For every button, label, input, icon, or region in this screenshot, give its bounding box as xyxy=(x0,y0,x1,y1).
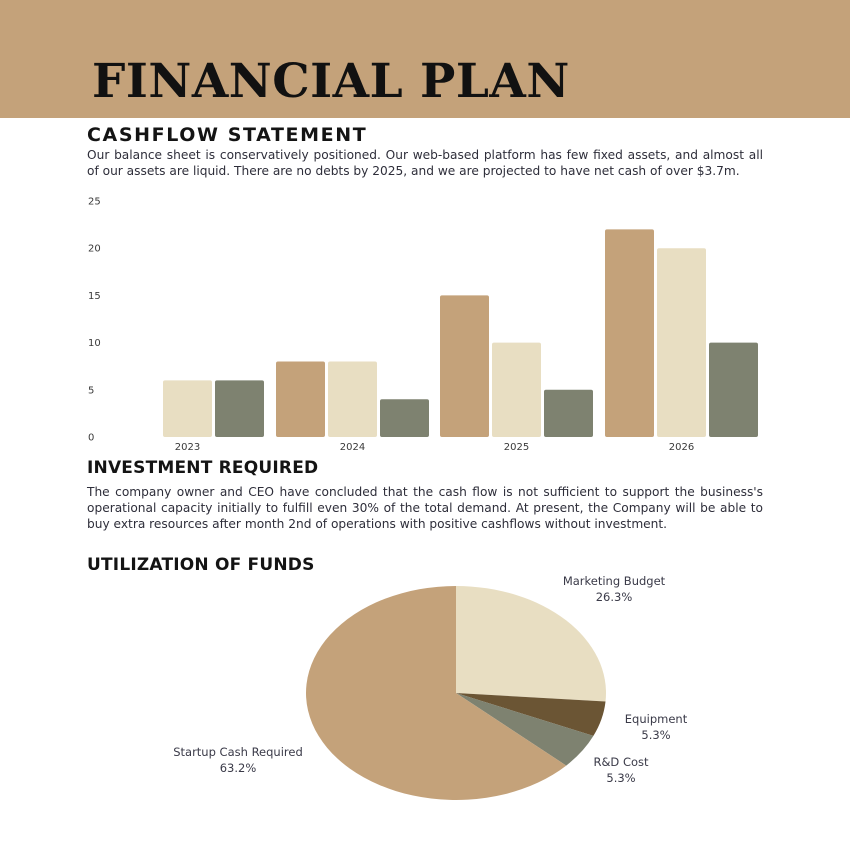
pie-label-name: Startup Cash Required xyxy=(173,745,303,759)
y-tick-label: 15 xyxy=(88,290,101,302)
cashflow-heading: CASHFLOW STATEMENT xyxy=(87,124,368,146)
y-tick-label: 0 xyxy=(88,432,95,444)
pie-label-percent: 63.2% xyxy=(219,761,257,775)
investment-paragraph: The company owner and CEO have concluded that the cash flow is not sufficient to support the business's operational capacity initially to fulfill even 30% of the total demand. At present, the Company will be able to buy extra resources after month 2nd of operations with positive cashflows without investment. xyxy=(87,485,763,531)
x-tick-label: 2026 xyxy=(668,442,695,453)
y-tick-label: 5 xyxy=(88,385,95,397)
pie-label-percent: 26.3% xyxy=(595,590,633,604)
pie-label-percent: 5.3% xyxy=(641,728,671,742)
pie-label-percent: 5.3% xyxy=(606,771,636,785)
pie-label-name: R&D Cost xyxy=(593,755,649,769)
pie-slice-marketing-budget xyxy=(456,586,606,702)
x-tick-label: 2023 xyxy=(174,442,201,453)
page-title: FINANCIAL PLAN xyxy=(92,54,570,109)
pie-label-name: Marketing Budget xyxy=(562,574,666,588)
y-tick-label: 10 xyxy=(88,338,101,350)
cashflow-paragraph: Our balance sheet is conservatively positioned. Our web-based platform has few fixed assets, and almost all of our assets are liquid. There are no debts by 2025, and we are projected to have net cash of over $3.7m. xyxy=(87,148,763,178)
x-tick-label: 2024 xyxy=(339,442,366,453)
y-tick-label: 20 xyxy=(88,243,101,255)
y-tick-label: 25 xyxy=(88,196,101,208)
utilization-heading: UTILIZATION OF FUNDS xyxy=(87,555,315,575)
pie-label-name: Equipment xyxy=(624,712,688,726)
x-tick-label: 2025 xyxy=(503,442,530,453)
investment-heading: INVESTMENT REQUIRED xyxy=(87,458,319,478)
